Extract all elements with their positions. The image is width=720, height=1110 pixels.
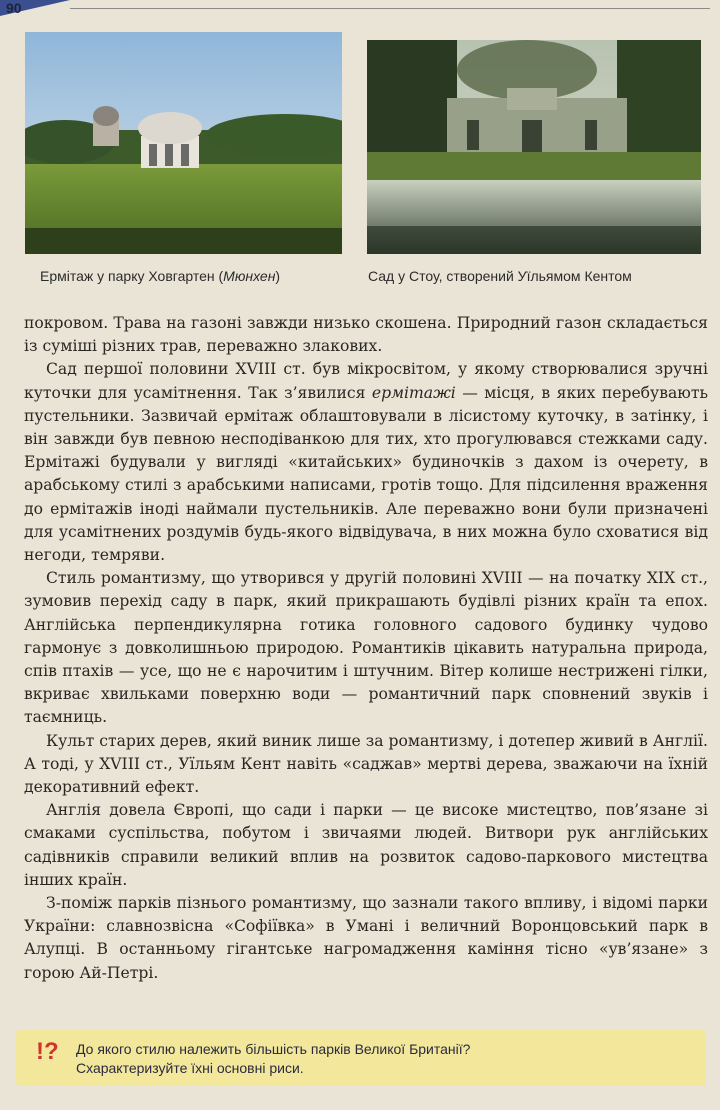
question-box	[16, 1030, 706, 1086]
paragraph-6: З-поміж парків пізнього романтизму, що зазнали такого впливу, і відомі парки України: славнозвісна «Софіївка» в Умані і величний Воронцовський парк в Алупці. В останньому гігантське нагромадження каміння тісно «ув’язане» з горою Ай-Петрі.	[24, 894, 708, 982]
paragraph-2-start: Сад першої половини XVIII ст. був мікросвітом, у якому створювалися зручні куточки для усамітнення. Так з’явилися	[24, 360, 708, 402]
question-mark-icon: !?	[36, 1038, 59, 1065]
paragraph-1: покровом. Трава на газоні завжди низько скошена. Природний газон складається із суміші різних трав, переважно злакових.	[24, 314, 708, 356]
paragraph-4: Культ старих дерев, який виник лише за романтизму, і дотепер живий в Англії. А тоді, у XVIII ст., Уїльям Кент навіть «саджав» мертві дерева, зважаючи на їхній декоративний ефект.	[24, 731, 708, 797]
paragraph-2	[24, 358, 708, 567]
page-header	[0, 0, 720, 20]
question-line-2: Схарактеризуйте їхні основні риси.	[76, 1060, 304, 1076]
page-number: 90	[6, 0, 22, 16]
term-hermitages: ермітажі	[371, 383, 456, 402]
caption-left-end: )	[275, 268, 281, 284]
photo-stowe-garden	[367, 40, 701, 254]
photo-hermitage-hofgarten	[25, 32, 342, 254]
question-text	[76, 1040, 470, 1078]
caption-left-city: Мюнхен	[223, 268, 276, 284]
paragraph-5: Англія довела Європі, що сади і парки — це високе мистецтво, пов’язане зі смаками суспільства, побутом і звичаями людей. Витвори рук англійських садівників справили великий вплив на розвиток садово-паркового мистецтва інших країн.	[24, 801, 708, 889]
paragraph-3: Стиль романтизму, що утворився у другій половині XVIII — на початку XIX ст., зумовив перехід саду в парк, який прикрашають будівлі різних країн та епох. Англійська перпендикулярна готика головного садового будинку чудово гармонує з довколишньою природою. Романтиків цікавить натуральна природа, спів птахів — усе, що не є нарочитим і штучним. Вітер колише нестрижені гілки, вкриває хвильками поверхню води — романтичний парк сповнений звуків і таємниць.	[24, 569, 708, 727]
figure-caption-right: Сад у Стоу, створений Уїльямом Кентом	[368, 268, 632, 284]
question-line-1: До якого стилю належить більшість парків Великої Британії?	[76, 1041, 471, 1057]
body-text	[24, 312, 708, 985]
figure-caption-left	[40, 268, 280, 284]
paragraph-2-end: — місця, в яких перебувають пустельники. Зазвичай ермітаж облаштовували в лісистому куточку, в затінку, і він завжди був певною несподіванкою для тих, хто прогулювався стежками саду. Ермітажі будували у вигляді «китайських» будиночків з дахом із очерету, в арабському стилі з арабськими написами, гротів тощо. Для підсилення враження до ермітажів іноді наймали пустельників. Але переважно вони були призначені для усамітнених роздумів будь-якого відвідувача, в них можна було сховатися від негоди, темряви.	[24, 383, 708, 565]
header-rule	[70, 8, 710, 9]
caption-left-text: Ермітаж у парку Ховгартен (	[40, 268, 224, 284]
